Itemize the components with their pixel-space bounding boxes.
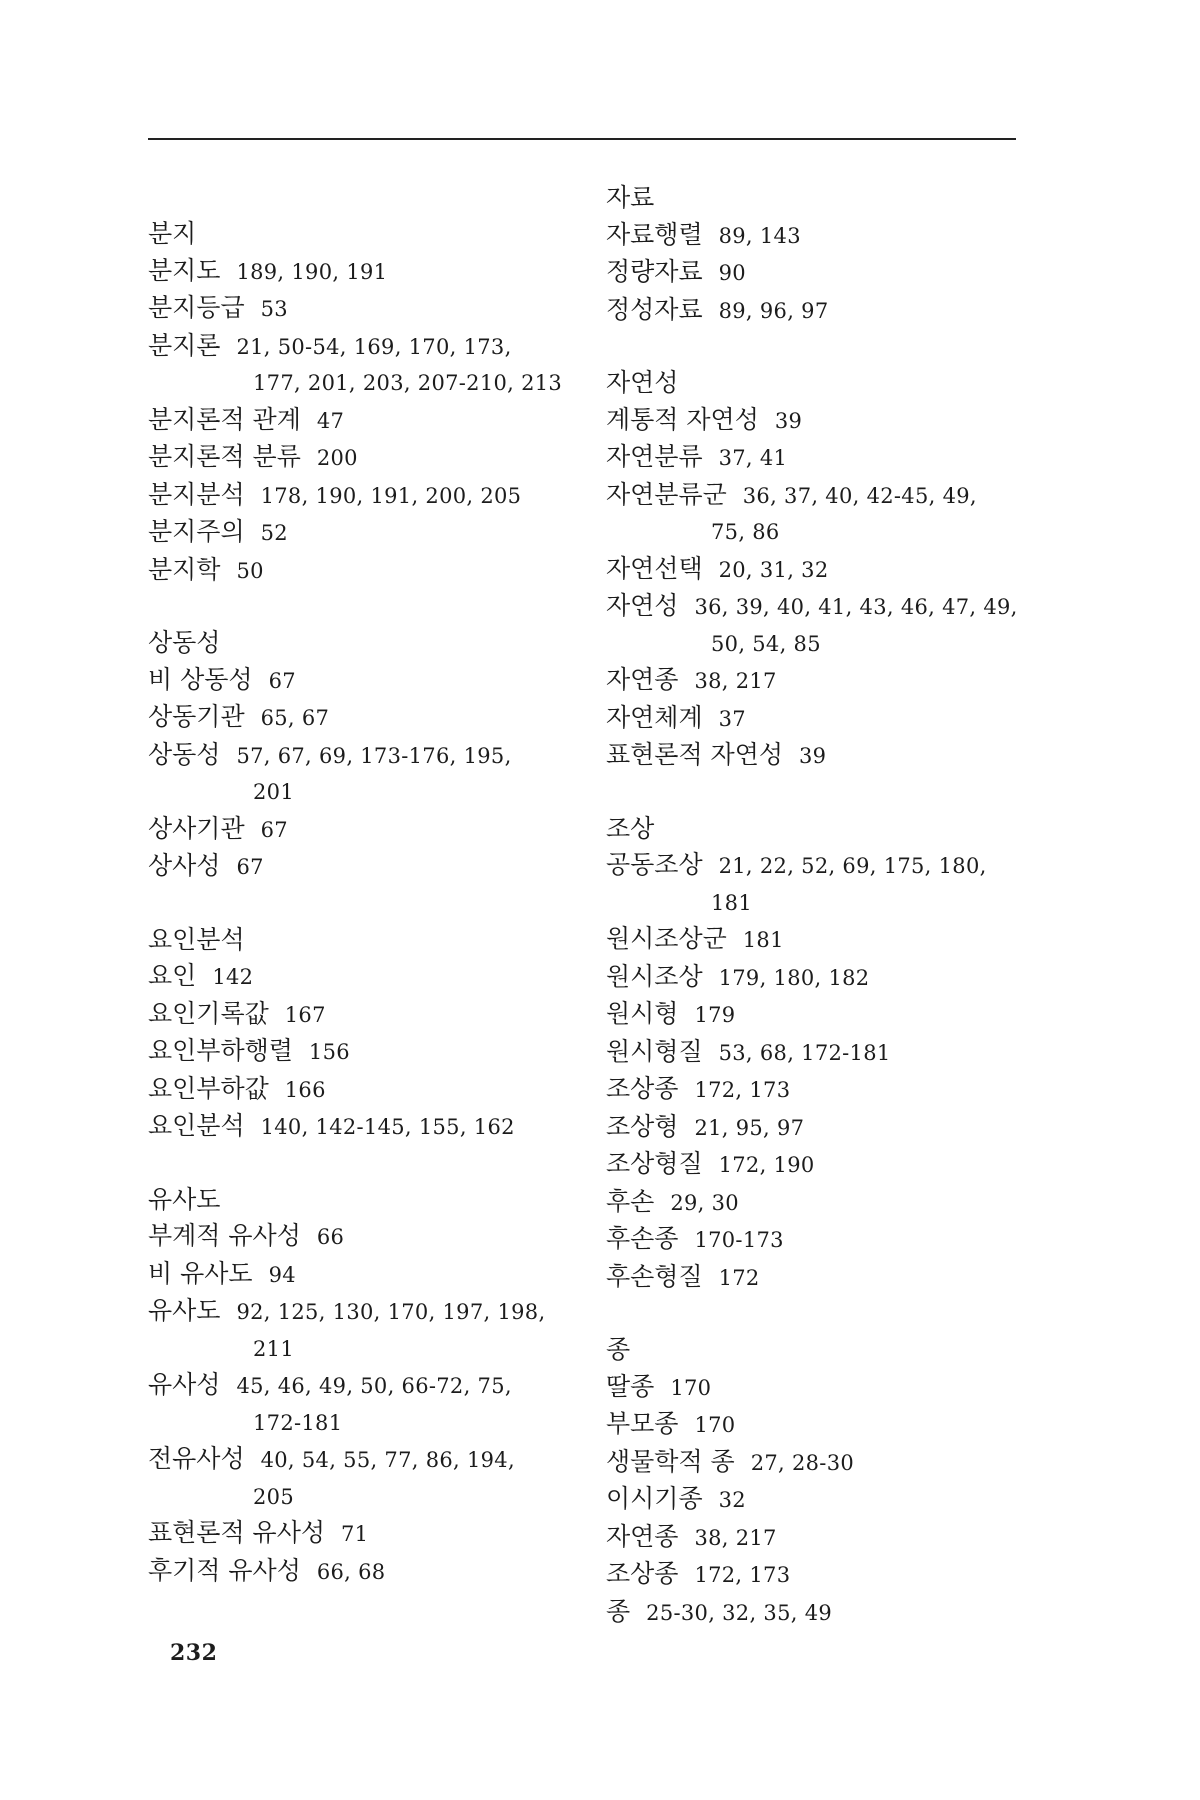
index-heading: 조상 [606, 813, 655, 843]
index-term: 표현론적 자연성 [606, 740, 783, 769]
index-term: 후손 [606, 1186, 655, 1216]
index-pages-continued: 50, 54, 85 [711, 631, 821, 656]
index-entry [606, 1481, 1036, 1519]
index-entry [606, 292, 1036, 330]
index-entry [606, 1259, 1036, 1297]
index-pages: 29, 30 [670, 1190, 739, 1215]
index-entry [606, 1519, 1036, 1557]
index-entry [148, 1293, 578, 1331]
index-term: 자연종 [606, 665, 679, 694]
index-pages-continued: 211 [253, 1336, 294, 1361]
index-term: 원시조상군 [606, 924, 727, 953]
index-pages: 170 [694, 1413, 736, 1437]
index-entry [148, 811, 578, 849]
index-pages: 189, 190, 191 [236, 259, 388, 284]
index-term: 후손종 [606, 1224, 679, 1253]
index-term: 부모종 [606, 1409, 679, 1438]
index-term: 분지분석 [148, 479, 245, 509]
index-pages: 172, 173 [694, 1563, 791, 1587]
index-term: 요인기록값 [148, 998, 269, 1028]
index-pages: 94 [268, 1262, 296, 1287]
index-term: 자연체계 [606, 702, 703, 732]
index-entry [148, 1033, 578, 1071]
index-term: 조상형 [606, 1111, 679, 1141]
index-term: 상사기관 [148, 813, 245, 843]
index-heading: 자료 [606, 183, 655, 212]
index-entry [148, 1108, 578, 1146]
index-pages: 90 [718, 261, 746, 285]
index-pages: 142 [212, 965, 254, 989]
index-pages: 21, 22, 52, 69, 175, 180, [718, 854, 987, 878]
index-entry [148, 1441, 578, 1479]
index-pages: 39 [774, 408, 803, 433]
index-entry [606, 439, 1036, 477]
index-pages: 25-30, 32, 35, 49 [646, 1600, 833, 1625]
index-pages: 200 [316, 446, 358, 470]
index-pages-continued: 181 [711, 890, 752, 915]
index-entry [148, 514, 578, 552]
index-term: 이시기종 [606, 1484, 703, 1513]
index-pages: 181 [742, 928, 784, 952]
index-pages: 21, 50-54, 169, 170, 173, [236, 334, 512, 359]
index-pages: 170 [670, 1375, 712, 1400]
index-entry [606, 1184, 1036, 1222]
index-group [606, 365, 1036, 775]
index-pages: 179, 180, 182 [718, 965, 870, 990]
index-pages: 89, 143 [718, 223, 801, 248]
index-term: 분지론 [148, 330, 221, 360]
index-entry [148, 1218, 578, 1256]
index-term: 분지등급 [148, 293, 245, 322]
index-pages-continued: 205 [253, 1484, 294, 1509]
index-pages-continued: 75, 86 [711, 520, 780, 544]
index-entry [148, 662, 578, 700]
index-pages-continued: 177, 201, 203, 207-210, 213 [253, 371, 563, 395]
index-term: 분지도 [148, 255, 221, 285]
index-entry [148, 1367, 578, 1405]
index-pages: 71 [341, 1522, 369, 1546]
index-pages: 32 [718, 1488, 746, 1512]
index-term: 분지학 [148, 554, 221, 584]
index-term: 비 유사도 [148, 1258, 253, 1288]
index-term: 계통적 자연성 [606, 404, 759, 434]
index-entry [148, 402, 578, 440]
index-term: 종 [606, 1596, 631, 1626]
index-entry [606, 662, 1036, 700]
index-entry [148, 290, 578, 328]
index-pages: 36, 37, 40, 42-45, 49, [742, 483, 977, 508]
index-pages: 36, 39, 40, 41, 43, 46, 47, 49, [694, 595, 1018, 619]
index-term: 조상종 [606, 1559, 679, 1588]
index-pages: 52 [260, 521, 288, 545]
index-pages: 40, 54, 55, 77, 86, 194, [260, 1448, 515, 1472]
index-group [606, 180, 1036, 329]
index-pages: 53, 68, 172-181 [718, 1040, 891, 1065]
index-entry [148, 328, 578, 366]
index-pages: 38, 217 [694, 1525, 777, 1550]
index-entry [148, 253, 578, 291]
index-pages: 166 [284, 1077, 326, 1102]
index-term: 표현론적 유사성 [148, 1518, 325, 1547]
index-entry [148, 699, 578, 737]
index-term: 비 상동성 [148, 664, 253, 694]
index-term: 원시조상 [606, 961, 703, 991]
index-entry [606, 1071, 1036, 1109]
index-entry [606, 847, 1036, 885]
index-entry [148, 1553, 578, 1591]
index-entry [606, 700, 1036, 738]
index-pages: 27, 28-30 [750, 1450, 855, 1475]
index-pages: 67 [236, 855, 264, 879]
index-column-left [148, 180, 578, 1590]
index-entry [148, 439, 578, 477]
index-term: 상사성 [148, 851, 221, 880]
index-entry [606, 1594, 1036, 1632]
index-entry [606, 588, 1036, 626]
index-entry [148, 552, 578, 590]
index-entry [606, 959, 1036, 997]
index-term: 요인부하행렬 [148, 1036, 293, 1065]
index-group [148, 625, 578, 886]
index-entry [606, 477, 1036, 515]
index-pages: 21, 95, 97 [694, 1115, 805, 1140]
index-entry [606, 1221, 1036, 1259]
top-rule [148, 138, 1016, 140]
index-pages: 172, 190 [718, 1153, 815, 1177]
index-term: 요인분석 [148, 1111, 245, 1140]
index-heading: 요인분석 [148, 924, 245, 954]
index-pages-continued: 172-181 [253, 1410, 343, 1435]
index-entry [148, 958, 578, 996]
index-group [606, 1332, 1036, 1631]
index-term: 자연분류군 [606, 479, 727, 509]
index-pages: 170-173 [694, 1228, 784, 1252]
index-heading: 상동성 [148, 628, 221, 657]
index-entry [148, 1071, 578, 1109]
index-entry [148, 1515, 578, 1553]
index-term: 자연종 [606, 1521, 679, 1551]
index-term: 자연분류 [606, 442, 703, 471]
index-entry [606, 1034, 1036, 1072]
index-term: 분지론적 분류 [148, 442, 301, 471]
index-pages-continued: 201 [253, 780, 294, 804]
index-pages: 65, 67 [260, 706, 330, 730]
index-group [148, 922, 578, 1146]
index-pages: 20, 31, 32 [718, 557, 829, 582]
index-pages: 53 [260, 297, 288, 321]
index-pages: 92, 125, 130, 170, 197, 198, [236, 1300, 546, 1324]
index-entry [148, 848, 578, 886]
index-term: 분지주의 [148, 517, 245, 546]
index-term: 딸종 [606, 1371, 655, 1401]
index-term: 후손형질 [606, 1261, 703, 1291]
index-group [148, 1182, 578, 1591]
index-term: 상동기관 [148, 702, 245, 731]
index-pages: 57, 67, 69, 173-176, 195, [236, 743, 512, 768]
index-group [606, 811, 1036, 1297]
index-entry [606, 1406, 1036, 1444]
index-pages: 89, 96, 97 [718, 298, 829, 323]
index-term: 자연선택 [606, 553, 703, 583]
index-term: 분지론적 관계 [148, 404, 301, 434]
index-term: 후기적 유사성 [148, 1555, 301, 1585]
index-pages: 66, 68 [316, 1559, 386, 1584]
index-term: 요인부하값 [148, 1073, 269, 1103]
index-column-right [606, 180, 1036, 1631]
index-term: 부계적 유사성 [148, 1221, 301, 1250]
index-entry [148, 477, 578, 515]
index-entry [148, 1256, 578, 1294]
index-pages: 172 [718, 1265, 760, 1290]
index-entry [606, 1146, 1036, 1184]
index-pages: 50 [236, 558, 264, 583]
index-entry [606, 551, 1036, 589]
index-term: 전유사성 [148, 1444, 245, 1473]
index-pages: 37 [718, 706, 746, 731]
index-entry [148, 737, 578, 775]
index-term: 상동성 [148, 739, 221, 769]
index-term: 요인 [148, 961, 197, 990]
index-term: 유사도 [148, 1296, 221, 1325]
index-term: 정량자료 [606, 257, 703, 286]
index-pages: 179 [694, 1003, 736, 1027]
index-term: 공동조상 [606, 850, 703, 879]
index-entry [148, 996, 578, 1034]
index-pages: 67 [260, 817, 288, 842]
index-pages: 37, 41 [718, 446, 788, 470]
index-heading: 유사도 [148, 1184, 221, 1214]
index-pages: 66 [316, 1225, 345, 1249]
index-pages: 178, 190, 191, 200, 205 [260, 483, 522, 508]
index-term: 정성자료 [606, 294, 703, 324]
index-term: 조상종 [606, 1074, 679, 1103]
index-entry [606, 1556, 1036, 1594]
index-pages: 167 [284, 1002, 326, 1027]
index-entry [606, 1369, 1036, 1407]
index-heading: 분지 [148, 219, 197, 248]
page-number: 232 [170, 1640, 218, 1666]
index-entry [606, 737, 1036, 775]
index-pages: 39 [799, 744, 827, 768]
index-term: 원시형질 [606, 1036, 703, 1066]
index-pages: 172, 173 [694, 1078, 791, 1102]
index-pages: 67 [268, 668, 296, 693]
index-entry [606, 996, 1036, 1034]
index-term: 자료행렬 [606, 219, 703, 249]
index-term: 원시형 [606, 999, 679, 1028]
index-pages: 38, 217 [694, 669, 777, 693]
index-heading: 종 [606, 1335, 631, 1364]
index-entry [606, 921, 1036, 959]
index-pages: 140, 142-145, 155, 162 [260, 1115, 515, 1139]
index-term: 자연성 [606, 591, 679, 620]
index-term: 조상형질 [606, 1149, 703, 1178]
index-pages: 47 [316, 408, 345, 433]
index-entry [606, 1109, 1036, 1147]
index-pages: 45, 46, 49, 50, 66-72, 75, [236, 1374, 512, 1398]
index-term: 생물학적 종 [606, 1446, 735, 1476]
index-entry [606, 217, 1036, 255]
index-heading: 자연성 [606, 368, 679, 397]
index-entry [606, 402, 1036, 440]
index-term: 유사성 [148, 1370, 221, 1399]
index-group [148, 216, 578, 589]
index-entry [606, 1444, 1036, 1482]
index-pages: 156 [308, 1040, 350, 1064]
index-entry [606, 254, 1036, 292]
